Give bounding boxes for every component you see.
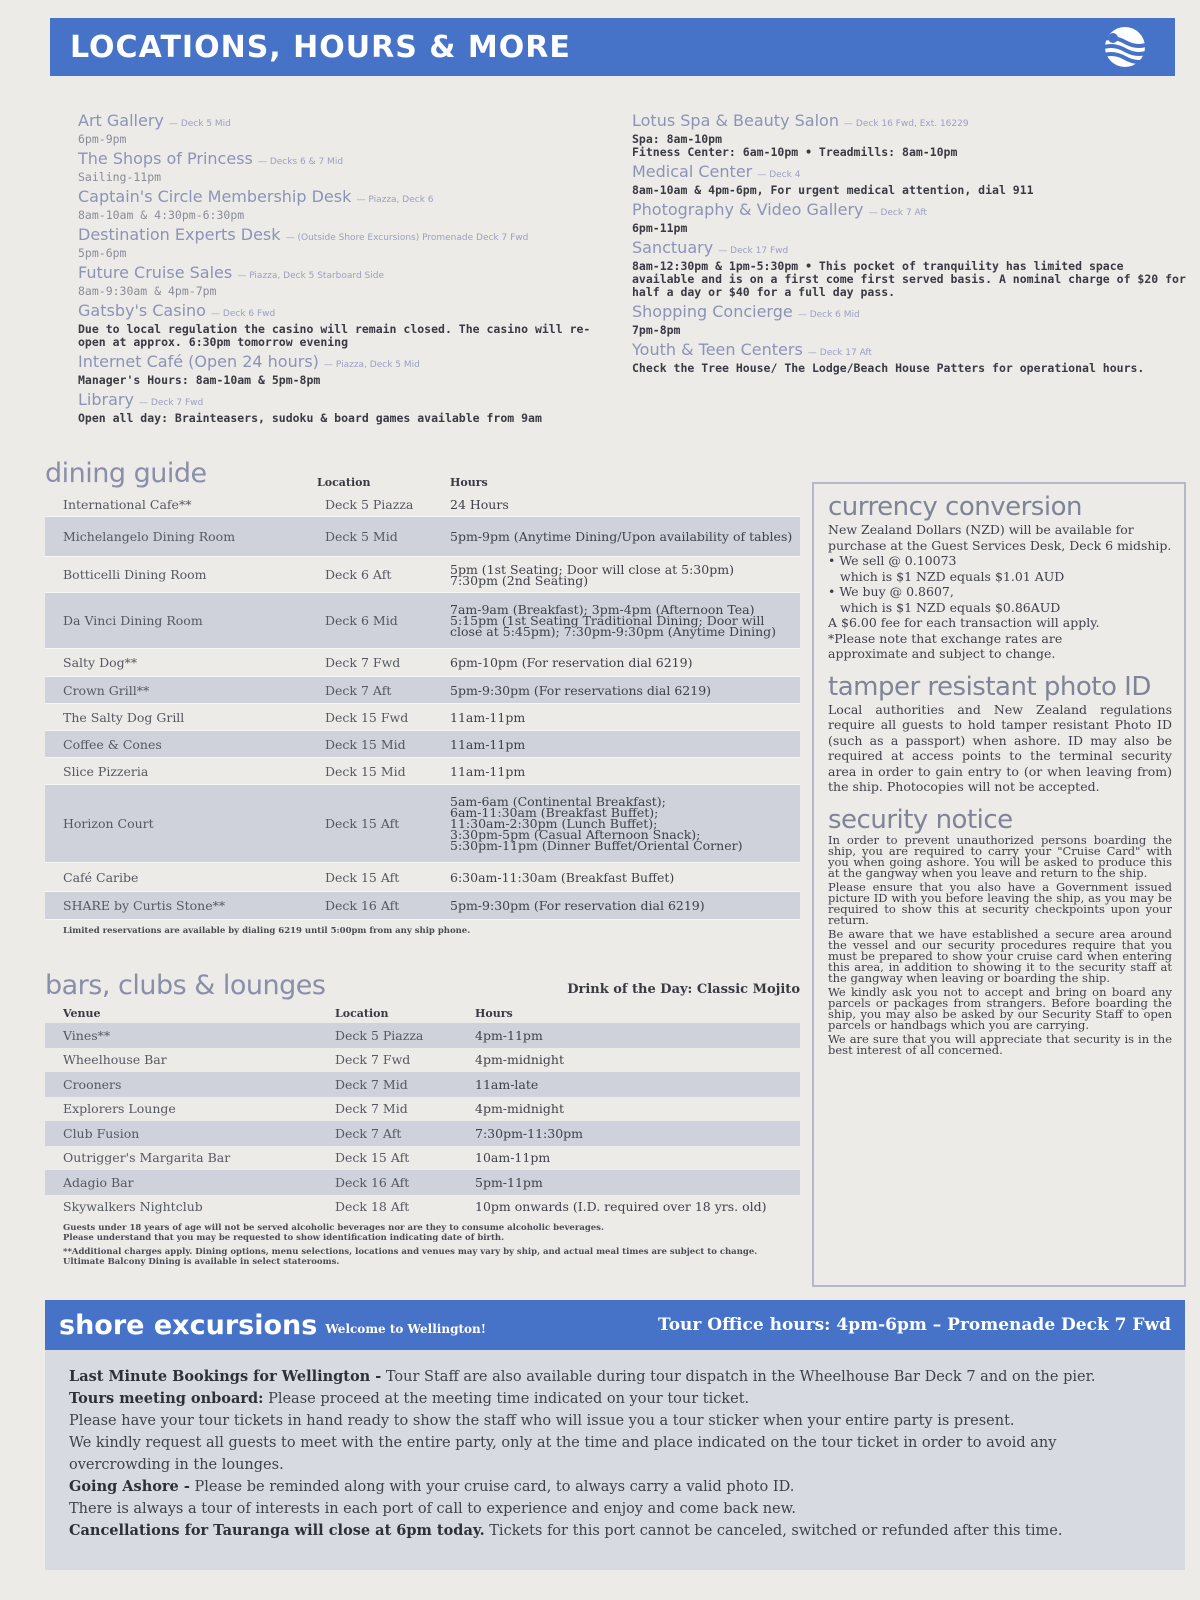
- shore-title: shore excursions: [59, 1309, 318, 1341]
- venue-name: Salty Dog**: [63, 655, 138, 670]
- table-row: [45, 892, 800, 920]
- locations-left: [78, 112, 618, 429]
- security-paragraph: We kindly ask you not to accept and bring on board any parcels or packages from strangers. Before boarding the ship, you may also be asked by our Security Staff to open parcels or handbags which you are carrying.: [828, 984, 1172, 1032]
- table-row: [45, 1097, 800, 1122]
- location-where: Piazza, Deck 5 Starboard Side: [249, 271, 384, 281]
- venue-location: Deck 7 Fwd: [335, 1052, 411, 1068]
- venue-name: Slice Pizzeria: [63, 763, 149, 779]
- venue-hours: 10am-11pm: [475, 1150, 551, 1166]
- venue-hours: 7am-9am (Breakfast); 3pm-4pm (Afternoon Tea) 5:15pm (1st Seating Traditional Dining; Door will close at 5:45pm); 7:30pm-9:30pm (Anytime Dining): [450, 602, 777, 639]
- shore-line-text: overcrowding in the lounges.: [69, 1457, 284, 1473]
- venue-name: Botticelli Dining Room: [63, 567, 207, 582]
- venue-name: Horizon Court: [63, 816, 154, 831]
- location-where: Deck 17 Fwd: [730, 246, 789, 256]
- currency-sell: • We sell @ 0.10073: [828, 553, 957, 568]
- venue-location: Deck 7 Aft: [325, 682, 392, 698]
- table-row: [45, 649, 800, 677]
- location-name: Future Cruise Sales: [78, 263, 233, 282]
- venue-location: Deck 7 Mid: [335, 1076, 408, 1092]
- header-banner: [50, 18, 1175, 76]
- table-row: [45, 1121, 800, 1146]
- shore-line-bold: Cancellations for Tauranga will close at 6pm today.: [69, 1522, 485, 1539]
- table-row: [45, 785, 800, 863]
- currency-intro: New Zealand Dollars (NZD) will be available for purchase at the Guest Services Desk, Deck 6 midship.: [828, 522, 1172, 553]
- venue-hours: 5am-6am (Continental Breakfast); 6am-11:30am (Breakfast Buffet); 11:30am-2:30pm (Lunch Buffet); 3:30pm-5pm (Casual Afternoon Snack); 5:30pm-11pm (Dinner Buffet/Oriental Corner): [450, 794, 743, 853]
- venue-name: Club Fusion: [63, 1125, 140, 1141]
- table-row: [45, 1023, 800, 1048]
- bars-footnote: Guests under 18 years of age will not be served alcoholic beverages nor are they to consume alcoholic beverages.: [63, 1223, 604, 1233]
- location-where: Deck 16 Fwd, Ext. 16229: [855, 119, 969, 129]
- location-item: Captain's Circle Membership Desk — Piazza, Deck 6 8am-10am & 4:30pm-6:30pm: [78, 188, 618, 222]
- photo-id-title: tamper resistant photo ID: [828, 671, 1151, 702]
- table-row: [45, 1048, 800, 1073]
- location-item: Internet Café (Open 24 hours) — Piazza, Deck 5 Mid Manager's Hours: 8am-10am & 5pm-8pm: [78, 353, 618, 387]
- bars-footnote: **Additional charges apply. Dining options, menu selections, locations and venues may vary by ship, and actual meal times are subject to change. Ultimate Balcony Dining is available in select staterooms.: [63, 1247, 758, 1267]
- location-name: Destination Experts Desk: [78, 225, 281, 244]
- venue-hours: 5pm (1st Seating; Door will close at 5:30pm) 7:30pm (2nd Seating): [450, 561, 734, 588]
- shore-line: [69, 1498, 1161, 1520]
- location-detail: Sailing-11pm: [78, 170, 162, 184]
- venue-name: Adagio Bar: [63, 1174, 134, 1190]
- venue-name: Coffee & Cones: [63, 736, 162, 752]
- table-row: [45, 677, 800, 704]
- location-item: Shopping Concierge — Deck 6 Mid 7pm-8pm: [632, 303, 1192, 337]
- shore-line: [69, 1432, 1161, 1454]
- bars-clubs-lounges: [45, 965, 800, 1267]
- venue-name: Vines**: [63, 1027, 111, 1043]
- venue-location: Deck 5 Piazza: [335, 1027, 424, 1043]
- venue-location: Deck 5 Piazza: [325, 497, 414, 512]
- locations-right: [632, 112, 1192, 379]
- venue-hours: 10pm onwards (I.D. required over 18 yrs. old): [475, 1199, 767, 1215]
- location-name: Photography & Video Gallery: [632, 200, 864, 219]
- shore-line-text: Please be reminded along with your cruise card, to always carry a valid photo ID.: [189, 1479, 795, 1495]
- venue-hours: 11am-11pm: [450, 709, 526, 725]
- venue-name: Da Vinci Dining Room: [63, 613, 203, 628]
- venue-location: Deck 16 Aft: [325, 898, 400, 913]
- location-name: Youth & Teen Centers: [632, 340, 803, 359]
- location-item: Youth & Teen Centers — Deck 17 Aft Check the Tree House/ The Lodge/Beach House Patters for operational hours.: [632, 341, 1192, 375]
- location-name: Library: [78, 390, 134, 409]
- location-item: Destination Experts Desk — (Outside Shore Excursions) Promenade Deck 7 Fwd 5pm-6pm: [78, 226, 618, 260]
- venue-hours: 11am-11pm: [450, 763, 526, 779]
- shore-line-bold: Going Ashore -: [69, 1478, 190, 1495]
- venue-location: Deck 15 Aft: [325, 816, 400, 831]
- venue-name: Café Caribe: [63, 869, 139, 885]
- shore-welcome: Welcome to Wellington!: [325, 1322, 487, 1336]
- location-name: Captain's Circle Membership Desk: [78, 187, 352, 206]
- venue-location: Deck 6 Aft: [325, 567, 392, 582]
- location-where: Deck 7 Fwd: [150, 398, 204, 408]
- location-detail: Manager's Hours: 8am-10am & 5pm-8pm: [78, 373, 321, 387]
- shore-line: [69, 1410, 1161, 1432]
- location-item: Library — Deck 7 Fwd Open all day: Brainteasers, sudoku & board games available from 9am: [78, 391, 618, 425]
- venue-location: Deck 18 Aft: [335, 1199, 410, 1215]
- shore-line: [69, 1388, 1161, 1410]
- location-name: Art Gallery: [78, 111, 164, 130]
- location-detail: Due to local regulation the casino will remain closed. The casino will re-open at approx. 6:30pm tomorrow evening: [78, 322, 591, 349]
- location-item: Future Cruise Sales — Piazza, Deck 5 Starboard Side 8am-9:30am & 4pm-7pm: [78, 264, 618, 298]
- venue-location: Deck 15 Aft: [325, 869, 400, 885]
- shore-line: [69, 1454, 1161, 1476]
- location-detail: Spa: 8am-10pm Fitness Center: 6am-10pm • Treadmills: 8am-10pm: [632, 132, 958, 159]
- info-sidebar: [812, 482, 1186, 1287]
- shore-line-text: There is always a tour of interests in each port of call to experience and enjoy and come back new.: [69, 1501, 796, 1517]
- shore-line-text: Tour Staff are also available during tour dispatch in the Wheelhouse Bar Deck 7 and on the pier.: [381, 1369, 1096, 1385]
- bars-footnote: Please understand that you may be requested to show identification indicating date of birth.: [63, 1233, 505, 1243]
- location-where: Piazza, Deck 5 Mid: [335, 360, 420, 370]
- dining-col-location: Location: [317, 476, 371, 489]
- security-paragraph: Be aware that we have established a secure area around the vessel and our security procedures require that you must be prepared to show your cruise card when entering this area, in addition to showing it to the security staff at the gangway when leaving or boarding the ship.: [828, 926, 1172, 985]
- currency-buy-note: which is $1 NZD equals $0.86AUD: [840, 599, 1061, 615]
- location-item: Art Gallery — Deck 5 Mid 6pm-9pm: [78, 112, 618, 146]
- location-where: Deck 6 Fwd: [222, 309, 276, 319]
- venue-name: SHARE by Curtis Stone**: [63, 898, 226, 913]
- venue-location: Deck 15 Mid: [325, 736, 406, 752]
- shore-line: [69, 1520, 1161, 1542]
- location-detail: 8am-10am & 4:30pm-6:30pm: [78, 208, 245, 222]
- table-row: [45, 493, 800, 517]
- venue-name: Skywalkers Nightclub: [63, 1199, 203, 1215]
- shore-excursions-banner: [45, 1300, 1185, 1350]
- security-paragraph: We are sure that you will appreciate that security is in the best interest of all concerned.: [828, 1031, 1172, 1057]
- currency-buy: • We buy @ 0.8607,: [828, 584, 954, 599]
- dining-note: Limited reservations are available by dialing 6219 until 5:00pm from any ship phone.: [63, 926, 471, 936]
- shore-excursions-body: [45, 1350, 1185, 1570]
- tour-office-hours: Tour Office hours: 4pm-6pm – Promenade Deck 7 Fwd: [658, 1315, 1171, 1335]
- table-row: [45, 557, 800, 593]
- location-where: Deck 17 Aft: [819, 348, 872, 358]
- bars-col-location: Location: [335, 1007, 389, 1020]
- drink-of-the-day: Drink of the Day: Classic Mojito: [567, 982, 800, 997]
- location-item: Photography & Video Gallery — Deck 7 Aft 6pm-11pm: [632, 201, 1192, 235]
- venue-hours: 24 Hours: [450, 497, 509, 512]
- table-row: [45, 1072, 800, 1097]
- currency-rate-note: *Please note that exchange rates are approximate and subject to change.: [828, 630, 1063, 661]
- venue-name: Outrigger's Margarita Bar: [63, 1150, 231, 1166]
- location-item: Lotus Spa & Beauty Salon — Deck 16 Fwd, Ext. 16229 Spa: 8am-10pm Fitness Center: 6am-10pm • Treadmills: 8am-10pm: [632, 112, 1192, 159]
- venue-name: Crown Grill**: [63, 682, 150, 698]
- table-row: [45, 704, 800, 731]
- dining-col-hours: Hours: [450, 476, 488, 489]
- venue-name: Crooners: [63, 1076, 122, 1092]
- location-item: The Shops of Princess — Decks 6 & 7 Mid Sailing-11pm: [78, 150, 618, 184]
- shore-line-bold: Tours meeting onboard:: [69, 1390, 264, 1407]
- location-name: Medical Center: [632, 162, 753, 181]
- location-detail: 8am-10am & 4pm-6pm, For urgent medical attention, dial 911: [632, 183, 1034, 197]
- location-detail: 5pm-6pm: [78, 246, 127, 260]
- currency-title: currency conversion: [828, 492, 1082, 522]
- dining-guide: [45, 455, 800, 936]
- venue-name: Wheelhouse Bar: [63, 1052, 167, 1068]
- venue-hours: 6pm-10pm (For reservation dial 6219): [450, 655, 693, 670]
- venue-location: Deck 7 Mid: [335, 1101, 408, 1117]
- location-item: Gatsby's Casino — Deck 6 Fwd Due to local regulation the casino will remain closed. The casino will re-open at approx. 6:30pm tomorrow evening: [78, 302, 618, 349]
- table-row: [45, 1170, 800, 1195]
- location-detail: Check the Tree House/ The Lodge/Beach House Patters for operational hours.: [632, 361, 1145, 375]
- venue-hours: 5pm-9:30pm (For reservations dial 6219): [450, 682, 712, 698]
- venue-hours: 11am-late: [475, 1076, 539, 1092]
- location-item: Medical Center — Deck 4 8am-10am & 4pm-6pm, For urgent medical attention, dial 911: [632, 163, 1192, 197]
- venue-location: Deck 7 Aft: [335, 1125, 402, 1141]
- table-row: [45, 758, 800, 785]
- venue-location: Deck 15 Aft: [335, 1150, 410, 1166]
- shore-line-text: Please proceed at the meeting time indicated on your tour ticket.: [263, 1391, 750, 1407]
- currency-sell-note: which is $1 NZD equals $1.01 AUD: [840, 568, 1065, 584]
- dining-header: [45, 455, 800, 493]
- venue-location: Deck 5 Mid: [325, 529, 398, 544]
- currency-fee: A $6.00 fee for each transaction will apply.: [828, 615, 1100, 630]
- location-where: Deck 6 Mid: [809, 310, 860, 320]
- venue-location: Deck 15 Mid: [325, 763, 406, 779]
- shore-line: [69, 1366, 1161, 1388]
- shore-line: [69, 1476, 1161, 1498]
- venue-location: Deck 6 Mid: [325, 613, 398, 628]
- venue-name: International Cafe**: [63, 497, 192, 512]
- location-where: Deck 5 Mid: [180, 119, 231, 129]
- security-paragraph: Please ensure that you also have a Government issued picture ID with you before leaving the ship, as you may be required to show this at security checkpoints upon your return.: [828, 879, 1172, 927]
- venue-hours: 5pm-9:30pm (For reservation dial 6219): [450, 898, 705, 913]
- location-detail: 8am-12:30pm & 1pm-5:30pm • This pocket of tranquility has limited space available and is on a first come first served basis. A nominal charge of $20 for half a day or $40 for a full day pass.: [632, 259, 1186, 299]
- venue-hours: 7:30pm-11:30pm: [475, 1125, 584, 1141]
- location-detail: 7pm-8pm: [632, 323, 681, 337]
- table-row: [45, 593, 800, 649]
- table-row: [45, 1146, 800, 1171]
- venue-location: Deck 7 Fwd: [325, 655, 401, 670]
- shore-line-text: We kindly request all guests to meet with the entire party, only at the time and place indicated on the tour ticket in order to avoid any: [69, 1435, 1057, 1451]
- venue-name: The Salty Dog Grill: [63, 709, 185, 725]
- venue-hours: 5pm-11pm: [475, 1174, 543, 1190]
- security-title: security notice: [828, 804, 1013, 835]
- table-row: [45, 863, 800, 892]
- location-where: (Outside Shore Excursions) Promenade Deck 7 Fwd: [297, 233, 529, 243]
- bars-col-hours: Hours: [475, 1007, 513, 1020]
- location-detail: 8am-9:30am & 4pm-7pm: [78, 284, 217, 298]
- photo-id-text: Local authorities and New Zealand regulations require all guests to hold tamper resistant Photo ID (such as a passport) when ashore. ID may also be required at access points to the terminal security area in order to gain entry to (or when leaving from) the ship. Photocopies will not be accepted.: [828, 701, 1172, 794]
- location-name: Gatsby's Casino: [78, 301, 206, 320]
- dining-title: dining guide: [45, 458, 207, 489]
- location-detail: Open all day: Brainteasers, sudoku & board games available from 9am: [78, 411, 542, 425]
- location-name: The Shops of Princess: [78, 149, 253, 168]
- venue-hours: 11am-11pm: [450, 736, 526, 752]
- table-row: [45, 731, 800, 758]
- location-name: Sanctuary: [632, 238, 714, 257]
- bars-header: [45, 965, 800, 1001]
- location-where: Deck 7 Aft: [880, 208, 927, 218]
- bars-col-venue: Venue: [63, 1007, 101, 1020]
- location-name: Shopping Concierge: [632, 302, 793, 321]
- bars-title: bars, clubs & lounges: [45, 970, 326, 1001]
- location-where: Deck 4: [769, 170, 801, 180]
- princess-logo-icon: [1085, 24, 1165, 70]
- venue-hours: 6:30am-11:30am (Breakfast Buffet): [450, 869, 675, 885]
- page-title: LOCATIONS, HOURS & MORE: [70, 29, 571, 65]
- location-name: Internet Café (Open 24 hours): [78, 352, 319, 371]
- venue-hours: 4pm-midnight: [475, 1052, 565, 1068]
- location-detail: 6pm-9pm: [78, 132, 127, 146]
- venue-hours: 4pm-11pm: [475, 1027, 543, 1043]
- location-detail: 6pm-11pm: [632, 221, 688, 235]
- bars-column-headers: [45, 1001, 800, 1023]
- location-name: Lotus Spa & Beauty Salon: [632, 111, 839, 130]
- security-paragraph: In order to prevent unauthorized persons boarding the ship, you are required to carry your "Cruise Card" with you when going ashore. You will be asked to produce this at the gangway when you leave and return to the ship.: [828, 832, 1172, 880]
- venue-location: Deck 16 Aft: [335, 1174, 410, 1190]
- venue-name: Michelangelo Dining Room: [63, 529, 236, 544]
- location-where: Decks 6 & 7 Mid: [269, 157, 344, 167]
- venue-location: Deck 15 Fwd: [325, 709, 409, 725]
- table-row: [45, 517, 800, 557]
- venue-hours: 5pm-9pm (Anytime Dining/Upon availability of tables): [450, 529, 793, 544]
- venue-hours: 4pm-midnight: [475, 1101, 565, 1117]
- shore-line-text: Please have your tour tickets in hand ready to show the staff who will issue you a tour sticker when your entire party is present.: [69, 1413, 1015, 1429]
- location-item: Sanctuary — Deck 17 Fwd 8am-12:30pm & 1pm-5:30pm • This pocket of tranquility has limited space available and is on a first come first served basis. A nominal charge of $20 for half a day or $40 for a full day pass.: [632, 239, 1192, 299]
- venue-name: Explorers Lounge: [63, 1101, 176, 1117]
- table-row: [45, 1195, 800, 1220]
- location-where: Piazza, Deck 6: [368, 195, 434, 205]
- shore-line-text: Tickets for this port cannot be canceled, switched or refunded after this time.: [484, 1523, 1063, 1539]
- shore-line-bold: Last Minute Bookings for Wellington -: [69, 1368, 382, 1385]
